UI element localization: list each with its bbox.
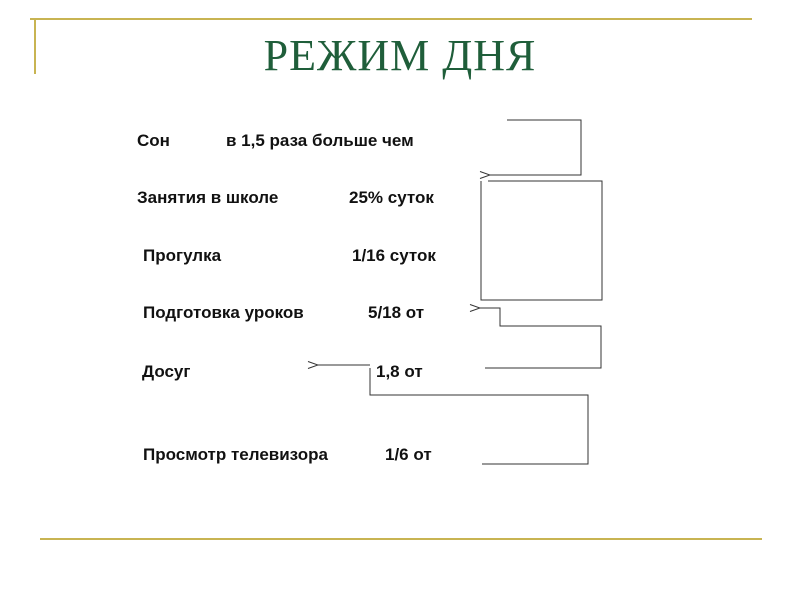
row-value-leisure: 1,8 от	[376, 362, 423, 381]
row-value-walk: 1/16 суток	[352, 246, 436, 265]
row-label-tv: Просмотр телевизора	[143, 445, 328, 464]
row-label-school: Занятия в школе	[137, 188, 279, 207]
arrow-sleep-bracket	[490, 120, 581, 175]
row-label-walk: Прогулка	[143, 246, 222, 265]
arrow-homework	[480, 308, 601, 368]
row-value-tv: 1/6 от	[385, 445, 432, 464]
row-label-sleep: Сон	[137, 131, 170, 150]
slide-title: РЕЖИМ ДНЯ	[263, 31, 537, 80]
arrow-tv	[370, 368, 588, 464]
arrow-walk-to-sleep	[481, 181, 602, 300]
row-value-school: 25% суток	[349, 188, 434, 207]
row-label-leisure: Досуг	[142, 362, 191, 381]
row-value-sleep: в 1,5 раза больше чем	[226, 131, 414, 150]
row-value-homework: 5/18 от	[368, 303, 425, 322]
row-label-homework: Подготовка уроков	[143, 303, 304, 322]
